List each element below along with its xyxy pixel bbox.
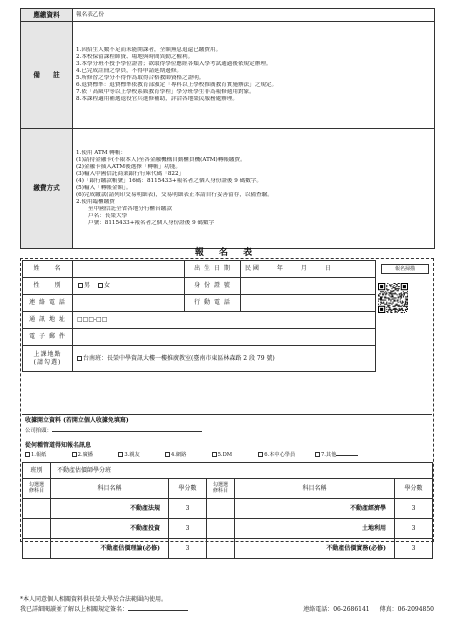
apply-label: 應繳資料	[21, 9, 73, 22]
source-title: 從何種管道得知報名訊息	[25, 442, 92, 449]
gender-field	[73, 278, 185, 295]
signature-field[interactable]	[128, 610, 188, 611]
subject-credit: 3	[169, 499, 207, 519]
qr-label: 報名掃描	[381, 264, 429, 274]
pay-line: (6)完成繳款(請列印交易明細表)，交易明細表正本請自行妥善留存，以備查驗。	[76, 191, 273, 198]
subject-credit: 3	[395, 499, 433, 519]
note-line: 8.本課程適用補選退役官兵進修補助，詳洽各地榮民服務處辦理。	[76, 95, 238, 102]
subject-credit: 3	[169, 519, 207, 539]
check-header-line: 勾選選	[212, 481, 228, 488]
source-checkbox[interactable]	[25, 452, 30, 457]
pay-line: (1)請持金融卡(不限本人)至各金融機構自動櫃員機(ATM)轉帳繳費。	[76, 157, 246, 164]
subject-check[interactable]	[207, 499, 235, 519]
note-line: 7.依「高級中等以上學校系級教育學程」學分班學生非為報修週用對象。	[76, 88, 255, 95]
subject-check[interactable]	[207, 519, 235, 539]
venue-checkbox[interactable]	[77, 356, 82, 361]
phone-label: 連 絡 電 話	[23, 295, 73, 312]
phone-field[interactable]	[73, 295, 185, 312]
subject-header: 科目名稱	[235, 479, 395, 499]
pay-line: 2.使用臨櫃繳費	[76, 198, 115, 205]
pay-indent-line: 至中國信託全省各地分行櫃台繳款	[88, 205, 172, 212]
subject-check[interactable]	[23, 539, 51, 559]
table-row	[23, 539, 433, 559]
note-line: 4.已完成註冊之學員，不得申請延期邊修。	[76, 68, 183, 75]
venue-field	[73, 346, 376, 372]
tel-text: 連絡電話：06-2686141	[303, 605, 370, 613]
birth-label: 出 生 日 期	[185, 261, 241, 278]
check-header-line: 修科目	[212, 487, 228, 494]
pay-line: (3)輸入中國信託商業銀行行庫代碼「822」	[76, 171, 185, 178]
email-label: 電 子 郵 件	[23, 329, 73, 346]
check-header	[23, 479, 51, 499]
note-line: 5.所修習之學分不得作為取得合格教師資格之證明。	[76, 75, 205, 81]
note-line: 6.退費標準：退費標準依教育部頒定「專科以上學校推廣教育實施辦法」之規定。	[76, 81, 278, 88]
table-row	[23, 519, 433, 539]
subject-name: 不動產估價實務(必修)	[235, 539, 395, 559]
note-line: 2.本校保留課程師資、場地與時間異動之權利。	[76, 54, 194, 61]
source-section	[22, 440, 432, 460]
female-checkbox[interactable]	[98, 283, 103, 288]
name-label: 姓 名	[23, 261, 73, 278]
check-header-line: 勾選選	[28, 481, 44, 488]
fax-text: 傳真：06-2094850	[379, 605, 434, 613]
check-header-line: 修科目	[28, 487, 44, 494]
subject-name: 不動產投資	[51, 519, 169, 539]
id-label: 身 份 證 號	[185, 278, 241, 295]
subject-credit: 3	[169, 539, 207, 559]
source-checkbox[interactable]	[258, 452, 263, 457]
venue-option: 台南班：長榮中學資訊大樓一樓推廣教室(臺南市東區林森路 2 段 79 號)	[83, 354, 275, 362]
mobile-label: 行 動 電 話	[185, 295, 241, 312]
source-option: 2.廣播	[77, 451, 93, 458]
female-label: 女	[103, 282, 110, 290]
subject-name: 土地利用	[235, 519, 395, 539]
credit-header: 學分數	[169, 479, 207, 499]
credit-header: 學分數	[395, 479, 433, 499]
source-options	[25, 452, 429, 459]
qr-area	[378, 260, 432, 328]
notes-cell	[73, 22, 435, 129]
venue-label	[23, 346, 73, 372]
pay-indent-line: 戶號：8115433+報名者之個人身份證後 9 碼數字	[88, 219, 215, 226]
subject-name: 不動產法規	[51, 499, 169, 519]
source-option: 3.親友	[124, 451, 140, 458]
course-table	[22, 462, 433, 559]
pay-line: (2)金融卡插入ATM後選擇「轉帳」功能。	[76, 164, 182, 171]
subject-credit: 3	[395, 519, 433, 539]
info-table	[20, 8, 435, 249]
class-value: 不動產估價師學分班	[51, 463, 433, 479]
class-label: 班別	[23, 463, 51, 479]
qr-code-icon[interactable]	[378, 283, 408, 313]
source-option: 6.本中心學員	[264, 451, 296, 458]
confirm-text: 我已詳細閱讀並了解以上相關規定簽名：	[20, 605, 129, 613]
gender-label: 性 別	[23, 278, 73, 295]
receipt-title: 收據開立資料 (若開立個人收據免填寫)	[25, 417, 129, 424]
pay-cell	[73, 129, 435, 249]
company-label: 公司抬頭：	[25, 427, 52, 434]
venue-label-line: (請勾選)	[33, 358, 62, 366]
receipt-section	[22, 414, 432, 436]
table-row	[23, 499, 433, 519]
note-line: 1.因招生人數不足而未能開課者，全額無息退還已繳費用。	[76, 47, 222, 54]
source-checkbox[interactable]	[165, 452, 170, 457]
source-checkbox[interactable]	[315, 452, 320, 457]
source-option: 5.DM	[217, 451, 233, 458]
pay-line: 1.使用 ATM 轉帳：	[76, 150, 127, 157]
notes-label: 備 註	[21, 22, 73, 129]
source-option: 7.其他	[320, 451, 337, 458]
subject-name: 不動產經濟學	[235, 499, 395, 519]
male-checkbox[interactable]	[78, 283, 83, 288]
subject-credit: 3	[395, 539, 433, 559]
id-field[interactable]	[241, 278, 376, 295]
birth-field[interactable]: 民 國 年 月 日	[241, 261, 376, 278]
company-field[interactable]	[52, 426, 202, 432]
subject-header: 科目名稱	[51, 479, 169, 499]
other-field[interactable]	[336, 455, 358, 456]
addr-field[interactable]: □□□-□□	[73, 312, 376, 329]
pay-indent-line: 戶名：長榮大學	[88, 212, 128, 219]
registration-form	[22, 260, 376, 372]
source-checkbox[interactable]	[118, 452, 123, 457]
source-option: 4.網路	[170, 451, 187, 458]
source-checkbox[interactable]	[212, 452, 217, 457]
apply-value: 報名表乙份	[73, 9, 435, 22]
note-line: 3.本學分班不授予學位證書；欲取得學位應經各類入學考試通過後依規定辦理。	[76, 61, 272, 68]
subject-check[interactable]	[23, 519, 51, 539]
form-title: 報 名 表	[194, 248, 259, 258]
footer	[20, 596, 434, 613]
male-label: 男	[84, 282, 91, 290]
pay-label: 繳費方式	[21, 129, 73, 249]
agree-text: *本人同意個人相關資料供長榮大學於合法範圍內使用。	[20, 596, 168, 603]
source-checkbox[interactable]	[72, 452, 77, 457]
source-option: 1.報紙	[31, 451, 47, 458]
subject-name: 不動產估價理論(必修)	[51, 539, 169, 559]
subject-check[interactable]	[23, 499, 51, 519]
venue-label-line: 上課地點	[33, 351, 62, 358]
mobile-field[interactable]	[241, 295, 376, 312]
name-field[interactable]	[73, 261, 185, 278]
subject-check[interactable]	[207, 539, 235, 559]
check-header	[207, 479, 235, 499]
email-field[interactable]	[73, 329, 376, 346]
pay-line: (5)輸入「轉帳金額」。	[76, 185, 132, 191]
pay-line: (4)「銀行繳款帳號」16碼：8115433+報名者之個人身份證後 9 碼數字。	[76, 178, 263, 185]
addr-label: 通 訊 地 址	[23, 312, 73, 329]
